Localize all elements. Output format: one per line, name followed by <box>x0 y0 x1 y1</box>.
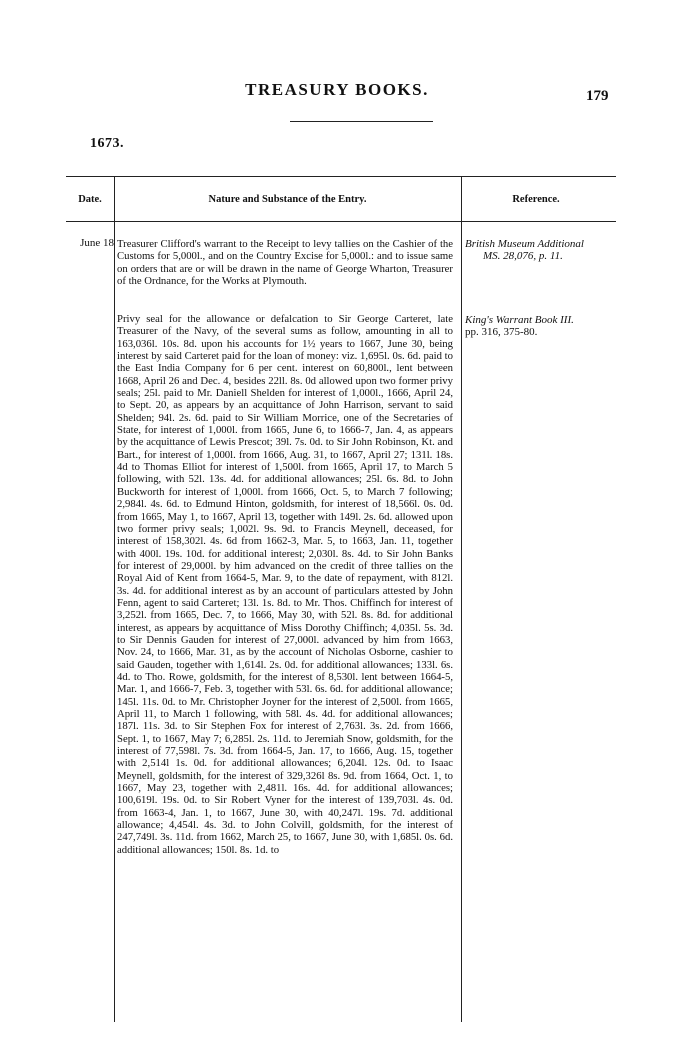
reference-line: King's Warrant Book III. <box>465 314 574 326</box>
entry-date: June 18 <box>80 237 114 249</box>
column-header-reference: Reference. <box>512 194 560 205</box>
column-header-entry: Nature and Substance of the Entry. <box>208 194 367 205</box>
reference-line: pp. 316, 375-80. <box>465 326 538 339</box>
reference-line: British Museum Additional <box>465 238 584 250</box>
entry-reference <box>465 314 617 339</box>
table-header-rule <box>66 221 616 222</box>
reference-line: MS. 28,076, p. 11. <box>483 250 563 263</box>
column-divider-entry <box>461 176 462 1022</box>
column-divider-date <box>114 176 115 1022</box>
entry-text: Treasurer Clifford's warrant to the Receipt to levy tallies on the Cashier of the Customs for 5,000l., and on the Country Excise for 5,000l.: and to issue same on orders that are or will be drawn in the name of George Wharton, Treasurer of the Ordnance, for the Works at Plymouth. <box>117 238 453 288</box>
year-heading: 1673. <box>90 136 124 151</box>
running-title: TREASURY BOOKS. <box>245 80 429 99</box>
entry-reference <box>465 238 617 263</box>
page-number: 179 <box>586 88 609 104</box>
table-top-rule <box>66 176 616 177</box>
entry-text: Privy seal for the allowance or defalcation to Sir George Carteret, late Treasurer of the Navy, of the several sums as follow, amounting in all to 163,036l. 10s. 8d. upon his accounts for 1½ years to 1667, June 30, being interest by said Carteret paid for the loan of money: viz. 1,695l. 0s. 6d. paid to the East India Company for 6 per cent. interest on 60,800l., lent between 1668, April 26 and Dec. 4, besides 22ll. 8s. 0d allowed upon two former privy seals; 25l. paid to Mr. Daniell Shelden for interest of 1,000l., 1666, April 24, to Sept. 20, as appears by an acquittance of John Harrison, servant to said Shelden; 94l. 2s. 6d. paid to Sir William Morrice, one of the Secretaries of State, for interest of 1,000l. from 1665, June 6, to 1666-7, Jan. 4, as appears by the acquittance of Lewis Prescot; 39l. 7s. 0d. to Sir John Robinson, Kt. and Bart., for interest of 1,000l. from 1666, Aug. 31, to 1667, April 27; 131l. 18s. 4d to Thomas Elliot for interest of 1,500l. from 1665, April 17, to March 5 following, with 52l. 13s. 4d. for additional allowances; 25l. 6s. 8d. to John Buckworth for interest of 1,000l. from 1666, Oct. 5, to March 7 following; 2,984l. 4s. 6d. to Edmund Hinton, goldsmith, for interest of 18,566l. 0s. 0d. from 1665, May 1, to 1667, April 13, together with 149l. 2s. 6d. allowed upon two former privy seals; 1,002l. 9s. 9d. to Francis Meynell, deceased, for interest of 158,302l. 4s. 6d from 1662-3, Mar. 5, to 1663, Jan. 11, together with 400l. 19s. 10d. for additional interest; 2,030l. 8s. 4d. to Sir John Banks for interest of 29,000l. by him advanced on the credit of three tallies on the Royal Aid of Kent from 1664-5, Mar. 9, to the date of repayment, with 812l. 3s. 4d. for additional interest as by an account of particulars attested by John Fenn, agent to said Carteret; 13l. 1s. 8d. to Mr. Thos. Chiffinch for interest of 3,252l. from 1665, Dec. 7, to 1666, May 30, with 52l. 8s. 8d. for additional interest, as appears by acquittance of Miss Dorothy Chiffinch; 4,035l. 5s. 3d. to Sir Dennis Gauden for interest of 27,000l. advanced by him from 1663, Nov. 24, to 1666, Mar. 31, as by the account of Nicholas Osborne, cashier to said Gauden, together with 1,614l. 2s. 0d. for additional allowances; 133l. 6s. 4d. to Tho. Rowe, goldsmith, for the interest of 8,530l. lent between 1664-5, Mar. 1, and 1666-7, Feb. 3, together with 53l. 6s. 6d. for additional allowance; 145l. 11s. 0d. to Mr. Christopher Joyner for the interest of 2,500l. from 1665, April 11, to March 1 following, with 58l. 4s. 4d. for additional allowances; 187l. 11s. 3d. to Sir Stephen Fox for interest of 2,763l. 3s. 2d. from 1666, Sept. 1, to 1667, May 7; 6,285l. 2s. 11d. to Jeremiah Snow, goldsmith, for the interest of 77,598l. 7s. 3d. from 1664-5, Jan. 17, to 1666, Aug. 15, together with 2,514l 1s. 0d. for additional allowances; 6,204l. 12s. 0d. to Isaac Meynell, goldsmith, for the interest of 329,326l 8s. 9d. from 1664, Oct. 1, to 1667, May 23, together with 2,481l. 16s. 4d. for additional allowances; 100,619l. 19s. 0d. to Sir Robert Vyner for the interest of 139,703l. 4s. 0d. from 1663-4, Jan. 1, to 1667, June 30, with 40,247l. 19s. 7d. additional allowance; 4,454l. 4s. 3d. to John Colvill, goldsmith, for the interest of 247,749l. 3s. 11d. from 1662, March 25, to 1667, June 30, with 1,685l. 0s. 6d. additional allowances; 150l. 8s. 1d. to <box>117 313 453 856</box>
title-rule <box>290 121 433 122</box>
column-header-date: Date. <box>78 194 102 205</box>
